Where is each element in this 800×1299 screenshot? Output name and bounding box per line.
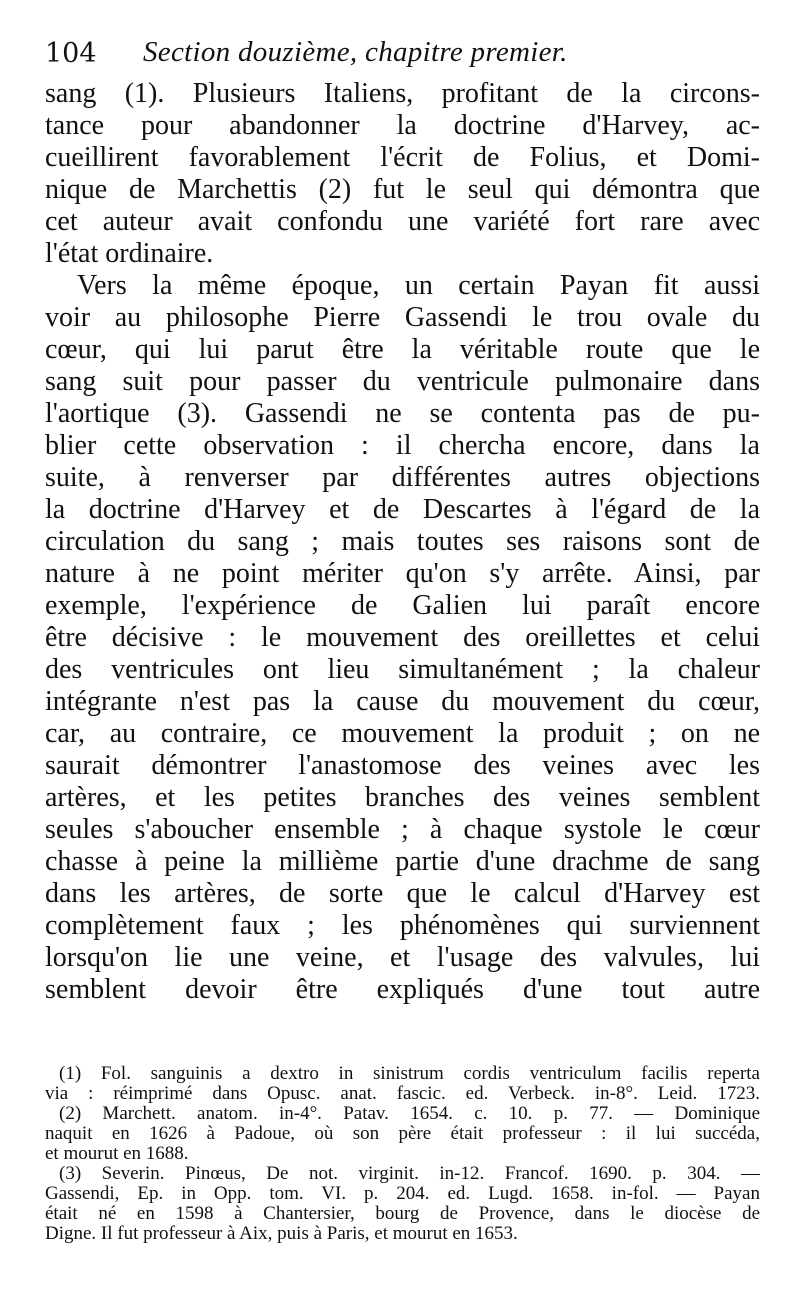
- text-line: la doctrine d'Harvey et de Descartes à l'égard de la: [45, 494, 760, 525]
- footnotes: [45, 1064, 760, 1244]
- text-line: l'aortique (3). Gassendi ne se contenta pas de pu-: [45, 398, 760, 429]
- footnote-line: (3) Severin. Pinœus, De not. virginit. in-12. Francof. 1690. p. 304. —: [59, 1164, 760, 1184]
- text-line: sang (1). Plusieurs Italiens, profitant de la circons-: [45, 78, 760, 109]
- text-line: blier cette observation : il chercha encore, dans la: [45, 430, 760, 461]
- text-line: circulation du sang ; mais toutes ses raisons sont de: [45, 526, 760, 557]
- text-line: Vers la même époque, un certain Payan fit aussi: [77, 270, 760, 301]
- text-line: lorsqu'on lie une veine, et l'usage des valvules, lui: [45, 942, 760, 973]
- text-line: suite, à renverser par différentes autres objections: [45, 462, 760, 493]
- footnote-line: Digne. Il fut professeur à Aix, puis à Paris, et mourut en 1653.: [45, 1224, 518, 1244]
- body-text: [45, 78, 760, 1006]
- page-header: [45, 36, 765, 76]
- running-head: Section douzième, chapitre premier.: [143, 36, 568, 68]
- footnote-line: (2) Marchett. anatom. in-4°. Patav. 1654. c. 10. p. 77. — Dominique: [59, 1104, 760, 1124]
- text-line: cœur, qui lui parut être la véritable route que le: [45, 334, 760, 365]
- text-line: nique de Marchettis (2) fut le seul qui démontra que: [45, 174, 760, 205]
- text-line: dans les artères, de sorte que le calcul d'Harvey est: [45, 878, 760, 909]
- footnote-line: via : réimprimé dans Opusc. anat. fascic. ed. Verbeck. in-8°. Leid. 1723.: [45, 1084, 760, 1104]
- text-line: être décisive : le mouvement des oreillettes et celui: [45, 622, 760, 653]
- text-line: artères, et les petites branches des veines semblent: [45, 782, 760, 813]
- text-line: chasse à peine la millième partie d'une drachme de sang: [45, 846, 760, 877]
- text-line: intégrante n'est pas la cause du mouvement du cœur,: [45, 686, 760, 717]
- text-line: l'état ordinaire.: [45, 238, 214, 269]
- text-line: semblent devoir être expliqués d'une tout autre: [45, 974, 760, 1005]
- text-line: seules s'aboucher ensemble ; à chaque systole le cœur: [45, 814, 760, 845]
- text-line: exemple, l'expérience de Galien lui paraît encore: [45, 590, 760, 621]
- footnote-line: et mourut en 1688.: [45, 1144, 189, 1164]
- text-line: saurait démontrer l'anastomose des veines avec les: [45, 750, 760, 781]
- text-line: car, au contraire, ce mouvement la produit ; on ne: [45, 718, 760, 749]
- text-line: complètement faux ; les phénomènes qui surviennent: [45, 910, 760, 941]
- text-line: cueillirent favorablement l'écrit de Folius, et Domi-: [45, 142, 760, 173]
- footnote-line: (1) Fol. sanguinis a dextro in sinistrum cordis ventriculum facilis reperta: [59, 1064, 760, 1084]
- text-line: nature à ne point mériter qu'on s'y arrête. Ainsi, par: [45, 558, 760, 589]
- footnote-line: Gassendi, Ep. in Opp. tom. VI. p. 204. ed. Lugd. 1658. in-fol. — Payan: [45, 1184, 760, 1204]
- text-line: tance pour abandonner la doctrine d'Harvey, ac-: [45, 110, 760, 141]
- text-line: voir au philosophe Pierre Gassendi le trou ovale du: [45, 302, 760, 333]
- text-line: sang suit pour passer du ventricule pulmonaire dans: [45, 366, 760, 397]
- footnote-line: naquit en 1626 à Padoue, où son père était professeur : il lui succéda,: [45, 1124, 760, 1144]
- text-line: des ventricules ont lieu simultanément ; la chaleur: [45, 654, 760, 685]
- footnote-line: était né en 1598 à Chantersier, bourg de Provence, dans le diocèse de: [45, 1204, 760, 1224]
- page-number: 104: [45, 38, 97, 69]
- text-line: cet auteur avait confondu une variété fort rare avec: [45, 206, 760, 237]
